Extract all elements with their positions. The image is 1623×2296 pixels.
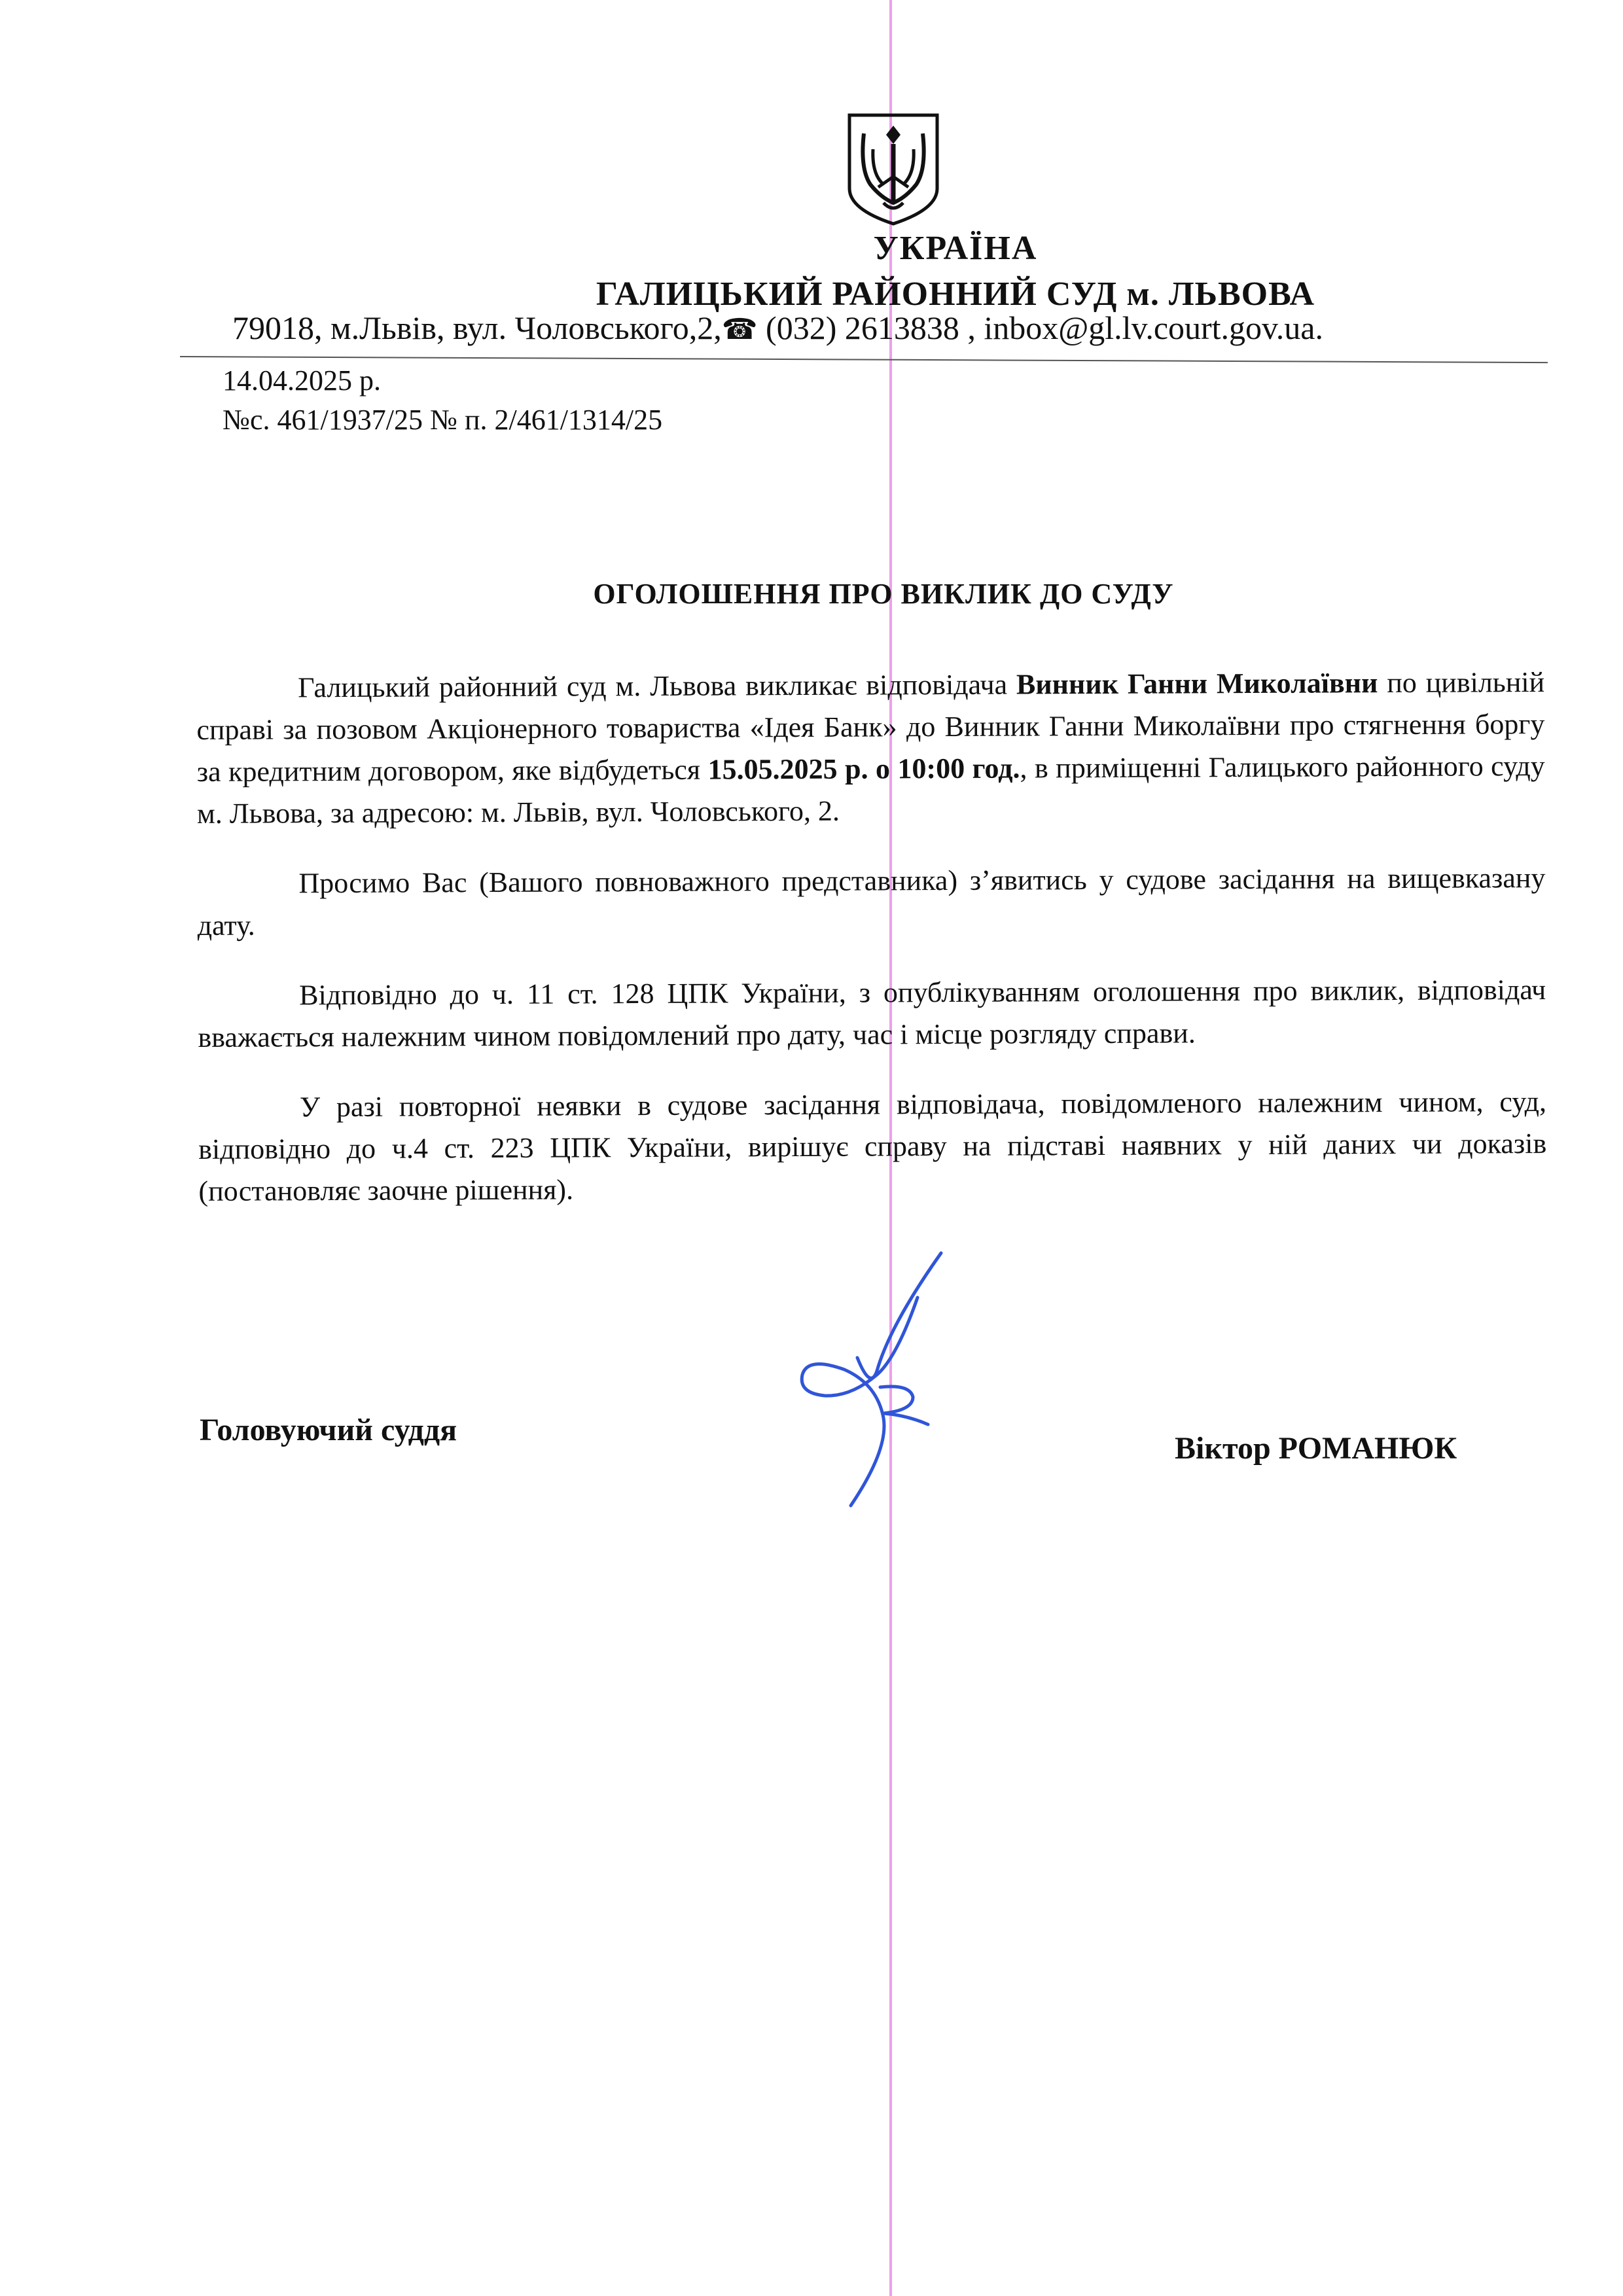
judge-name: Віктор РОМАНЮК — [1175, 1431, 1457, 1466]
judge-signature — [779, 1246, 962, 1508]
hearing-datetime: 15.05.2025 р. о 10:00 год. — [707, 752, 1020, 786]
telephone-icon: ☎ — [721, 313, 758, 346]
paragraph-notification: Відповідно до ч. 11 ст. 128 ЦПК України, з опублікуванням оголошення про виклик, відповідач вважається належним чином повідомлений про дату, час і місце розгляду справи. — [198, 974, 1546, 1053]
document-title: ОГОЛОШЕННЯ ПРО ВИКЛИК ДО СУДУ — [593, 578, 1174, 610]
header-divider — [180, 356, 1548, 363]
defendant-name: Винник Ганни Миколаївни — [1016, 667, 1378, 701]
court-phone-email: (032) 2613838 , inbox@gl.lv.court.gov.ua. — [757, 309, 1323, 346]
document-date: 14.04.2025 р. — [223, 364, 381, 397]
court-contact-line — [232, 309, 1323, 347]
court-name-heading: ГАЛИЦЬКИЙ РАЙОННИЙ СУД м. ЛЬВОВА — [596, 275, 1315, 313]
country-heading: УКРАЇНА — [873, 230, 1038, 267]
coat-of-arms-trident-icon — [844, 111, 942, 226]
notice-body — [196, 662, 1547, 1241]
case-numbers: №с. 461/1937/25 № п. 2/461/1314/25 — [223, 404, 663, 436]
paragraph-request: Просимо Вас (Вашого повноважного представника) з’явитись у судове засідання на вищевказану дату. — [197, 862, 1546, 942]
judge-role: Головуючий суддя — [200, 1413, 457, 1447]
paragraph-default-judgment: У разі повторної неявки в судове засідання відповідача, повідомленого належним чином, суд, відповідно до ч.4 ст. 223 ЦПК України, вирішує справу на підставі наявних у ній даних чи доказів (постановляє заочне рішення). — [198, 1086, 1547, 1207]
court-address: 79018, м.Львів, вул. Чоловського,2, — [232, 309, 722, 346]
paragraph-summons: Галицький районний суд м. Львова викликає відповідача Винник Ганни Миколаївни по цивільній справі за позовом Акціонерного товариства «Ідея Банк» до Винник Ганни Миколаївни про стягнення боргу за кредитним договором, яке відбудеться 15.05.2025 р. о 10:00 год., в приміщенні Галицького районного суду м. Львова, за адресою: м. Львів, вул. Чоловського, 2. — [196, 666, 1545, 830]
